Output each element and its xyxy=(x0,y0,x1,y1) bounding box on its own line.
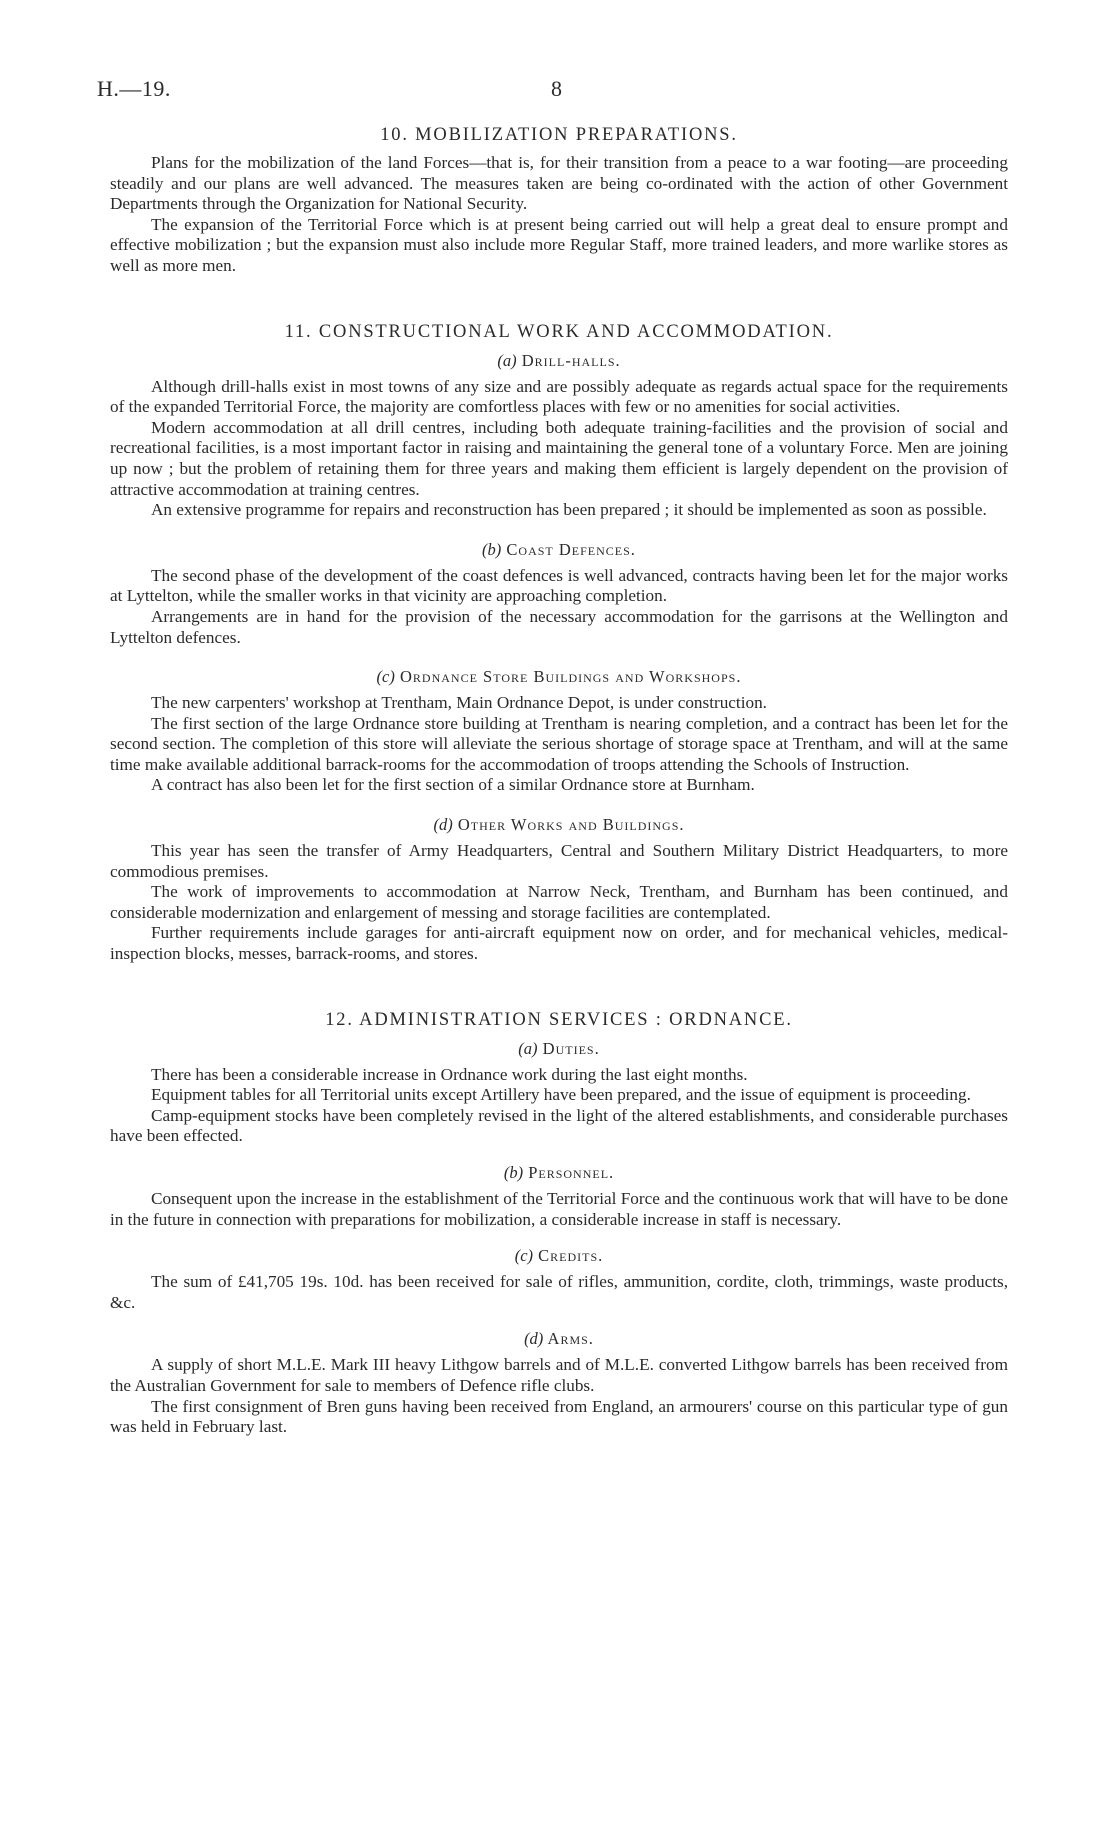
paragraph: This year has seen the transfer of Army Headquarters, Central and Southern Military District Headquarters, to more commodious premises. xyxy=(110,841,1008,881)
document-reference: H.—19. xyxy=(97,76,171,101)
paragraph: Camp-equipment stocks have been completely revised in the light of the altered establishments, and considerable purchases have been effected. xyxy=(110,1105,1008,1146)
paragraph: Further requirements include garages for anti-aircraft equipment now on order, and for mechanical vehicles, medical-inspection blocks, messes, barrack-rooms, and stores. xyxy=(110,923,1008,964)
page-number: 8 xyxy=(551,76,562,101)
subsection-heading xyxy=(110,814,1008,835)
paragraph: There has been a considerable increase in Ordnance work during the last eight months. xyxy=(151,1064,748,1084)
paragraph: The first section of the large Ordnance store building at Trentham is nearing completion, and a contract has been let for the second section. The completion of this store will alleviate the serious shortage of storage space at Trentham, and will at the same time make available additional barrack-rooms for the accommodation of troops attending the Schools of Instruction. xyxy=(110,713,1008,774)
page-header xyxy=(0,76,1114,106)
section-administration-services xyxy=(110,1009,1008,1438)
subsection-title: Drill-halls. xyxy=(521,350,621,370)
subsection-label: (c) xyxy=(514,1246,534,1266)
subsection-title: Arms. xyxy=(547,1329,594,1349)
paragraph: The expansion of the Territorial Force which is at present being carried out will help a great deal to ensure prompt and effective mobilization ; but the expansion must also include more Regular Staff, more trained leaders, and more warlike stores as well as more men. xyxy=(110,214,1008,275)
subsection-label: (a) xyxy=(497,350,517,370)
subsection-label: (d) xyxy=(433,815,453,835)
subsection-heading xyxy=(110,350,1008,371)
subsection-heading xyxy=(110,666,1008,687)
paragraph: Arrangements are in hand for the provision of the necessary accommodation for the garrisons at the Wellington and Lyttelton defences. xyxy=(110,606,1008,647)
subsection-label: (a) xyxy=(518,1038,538,1058)
paragraph: The first consignment of Bren guns having been received from England, an armourers' course on this particular type of gun was held in February last. xyxy=(110,1396,1008,1437)
section-heading: 10. MOBILIZATION PREPARATIONS. xyxy=(380,125,738,145)
paragraph: Modern accommodation at all drill centres, including both adequate training-facilities and the provision of social and recreational facilities, is a most important factor in raising and maintaining the general tone of a voluntary Force. Men are joining up now ; but the problem of retaining them for three years and making them efficient is largely dependent on the provision of attractive accommodation at training centres. xyxy=(110,417,1008,499)
paragraph: Although drill-halls exist in most towns of any size and are possibly adequate as regards actual space for the requirements of the expanded Territorial Force, the majority are comfortless places with few or no amenities for social activities. xyxy=(110,376,1008,417)
paragraph: The new carpenters' workshop at Trentham, Main Ordnance Depot, is under construction. xyxy=(151,693,767,713)
subsection-label: (c) xyxy=(376,667,395,687)
section-heading: 11. CONSTRUCTIONAL WORK AND ACCOMMODATION. xyxy=(284,321,834,342)
paragraph: Equipment tables for all Territorial units except Artillery have been prepared, and the issue of equipment is proceeding. xyxy=(151,1085,971,1105)
paragraph: Consequent upon the increase in the establishment of the Territorial Force and the continuous work that will have to be done in the future in connection with preparations for mobilization, a considerable increase in staff is necessary. xyxy=(110,1189,1008,1229)
subsection-heading xyxy=(110,539,1008,560)
document-body xyxy=(110,124,1008,1438)
subsection-title: Ordnance Store Buildings and Workshops. xyxy=(399,667,742,687)
paragraph: An extensive programme for repairs and reconstruction has been prepared ; it should be implemented as soon as possible. xyxy=(151,500,987,520)
subsection-title: Credits. xyxy=(538,1246,604,1266)
paragraph: The second phase of the development of the coast defences is well advanced, contracts having been let for the major works at Lyttelton, while the smaller works in that vicinity are approaching completion. xyxy=(110,565,1008,606)
subsection-label: (b) xyxy=(503,1163,524,1182)
paragraph: A contract has also been let for the first section of a similar Ordnance store at Burnham. xyxy=(151,775,755,795)
subsection-heading xyxy=(110,1162,1008,1183)
subsection-heading xyxy=(110,1245,1008,1266)
section-heading: 12. ADMINISTRATION SERVICES : ORDNANCE. xyxy=(325,1009,793,1030)
section-constructional-work xyxy=(110,321,1008,965)
subsection-title: Personnel. xyxy=(528,1163,615,1182)
paragraph: A supply of short M.L.E. Mark III heavy Lithgow barrels and of M.L.E. converted Lithgow barrels has been received from the Australian Government for sale to members of Defence rifle clubs. xyxy=(110,1355,1008,1395)
section-mobilization xyxy=(110,124,1008,277)
subsection-heading xyxy=(110,1038,1008,1059)
subsection-label: (b) xyxy=(482,539,502,559)
paragraph: Plans for the mobilization of the land Forces—that is, for their transition from a peace to a war footing—are proceeding steadily and our plans are well advanced. The measures taken are being co-ordinated with the action of other Government Departments through the Organization for National Security. xyxy=(110,153,1008,214)
paragraph: The sum of £41,705 19s. 10d. has been received for sale of rifles, ammunition, cordite, cloth, trimmings, waste products, &c. xyxy=(110,1272,1008,1312)
subsection-title: Other Works and Buildings. xyxy=(457,815,685,835)
subsection-label: (d) xyxy=(524,1329,544,1349)
subsection-title: Coast Defences. xyxy=(506,539,636,559)
subsection-title: Duties. xyxy=(542,1038,600,1058)
subsection-heading xyxy=(110,1328,1008,1349)
paragraph: The work of improvements to accommodation at Narrow Neck, Trentham, and Burnham has been continued, and considerable modernization and enlargement of messing and storage facilities are contemplated. xyxy=(110,882,1008,922)
